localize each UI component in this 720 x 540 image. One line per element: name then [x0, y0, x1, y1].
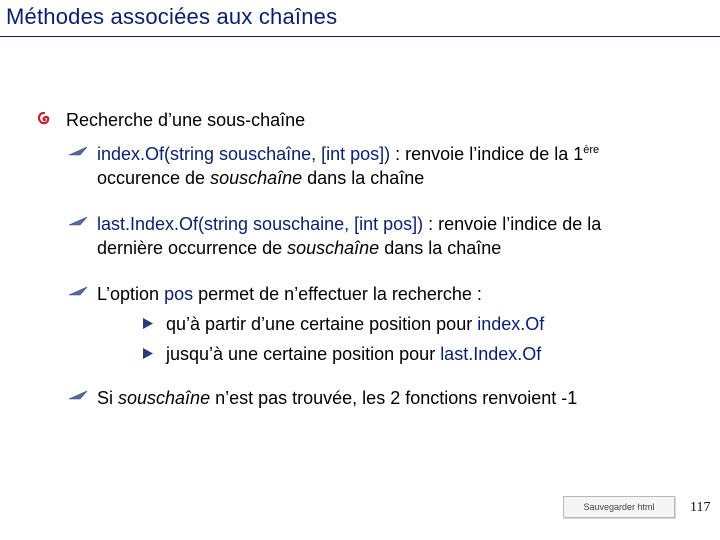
save-html-button[interactable]: Sauvegarder html	[563, 496, 675, 518]
notfound-em: souschaîne	[118, 388, 211, 408]
pointer-bullet-icon	[68, 214, 88, 228]
lastindexof-signature: last.Index.Of(string souschaine, [int pos])	[97, 214, 424, 234]
option-keyword: pos	[164, 284, 194, 304]
lastindexof-line2-em: souschaîne	[287, 238, 380, 258]
indexof-line2-pre: occurence de	[97, 168, 211, 188]
sub2-pre: jusqu’à une certaine position pour	[166, 344, 441, 364]
ordinal-superscript: ère	[583, 144, 600, 156]
page-number: 117	[690, 500, 711, 515]
title-divider	[0, 36, 720, 37]
main-point-text: Recherche d’une sous-chaîne	[66, 110, 306, 130]
pointer-bullet-icon	[68, 388, 88, 402]
indexof-description: : renvoie l’indice de la 1	[390, 144, 584, 164]
indexof-line2-post: dans la chaîne	[302, 168, 425, 188]
indexof-line2-em: souschaîne	[210, 168, 303, 188]
sub2-keyword: last.Index.Of	[440, 344, 542, 364]
indexof-signature: index.Of(string souschaîne, [int pos])	[97, 144, 391, 164]
notfound-pre: Si	[97, 388, 119, 408]
lastindexof-description: : renvoie l’indice de la	[423, 214, 602, 234]
pointer-bullet-icon	[68, 284, 88, 298]
lastindexof-line2-pre: dernière occurrence de	[97, 238, 288, 258]
option-pre: L’option	[97, 284, 165, 304]
sub1-keyword: index.Of	[477, 314, 545, 334]
slide-title: Méthodes associées aux chaînes	[6, 4, 338, 29]
triangle-bullet-icon	[142, 347, 154, 360]
triangle-bullet-icon	[142, 317, 154, 330]
curl-bullet-icon	[36, 111, 52, 127]
pointer-bullet-icon	[68, 144, 88, 158]
option-post: permet de n’effectuer la recherche :	[193, 284, 482, 304]
lastindexof-line2-post: dans la chaîne	[379, 238, 502, 258]
sub1-pre: qu’à partir d’une certaine position pour	[166, 314, 478, 334]
notfound-post: n’est pas trouvée, les 2 fonctions renvoient -1	[210, 388, 578, 408]
